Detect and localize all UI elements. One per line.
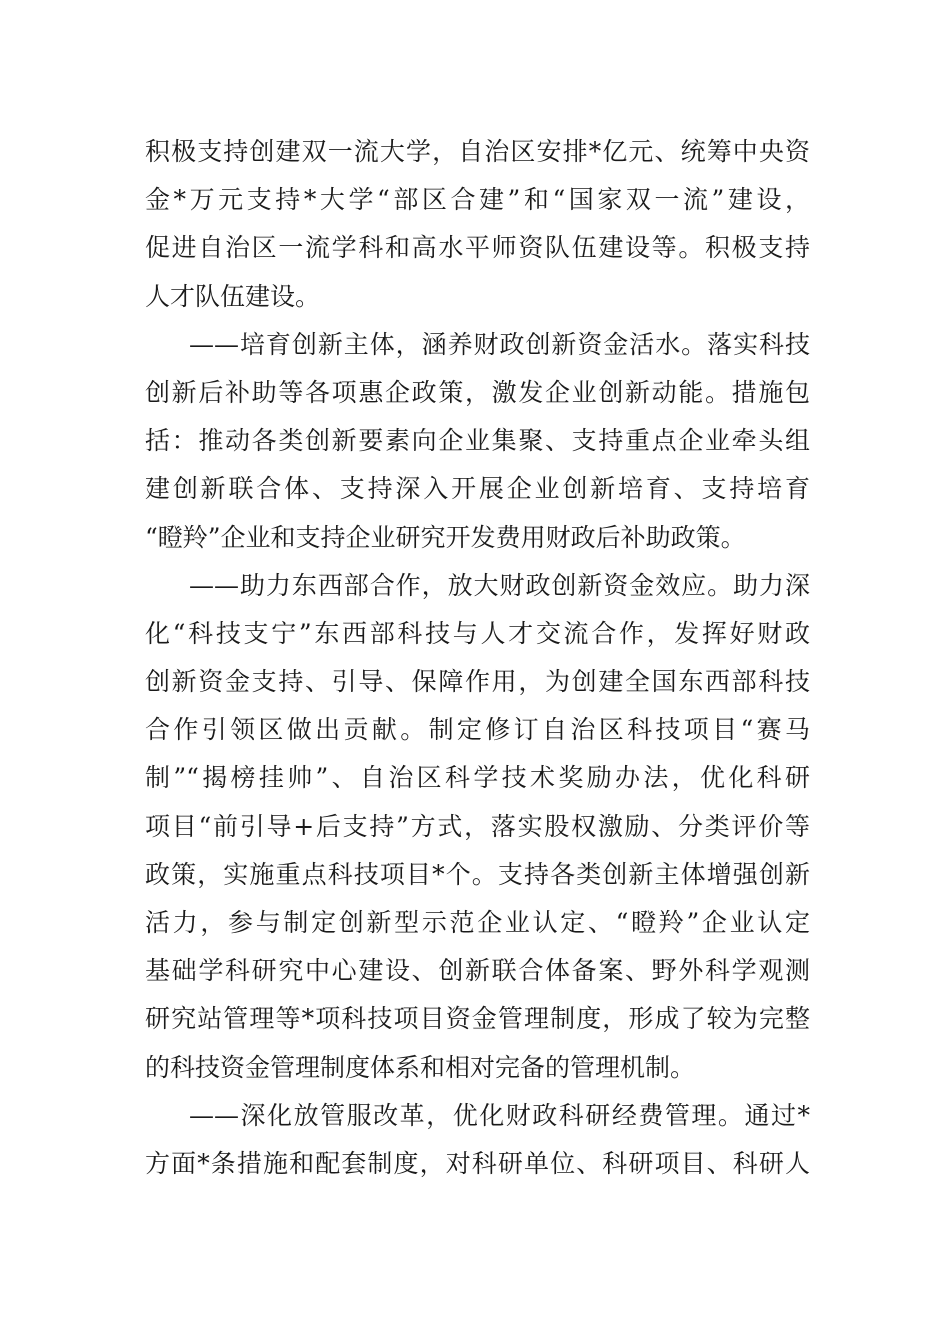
text-line: 化“科技支宁”东西部科技与人才交流合作，发挥好财政 [145,618,810,648]
paragraph-heading-line: ——深化放管服改革，优化财政科研经费管理。通过* [189,1100,810,1130]
text-line: “瞪羚”企业和支持企业研究开发费用财政后补助政策。 [145,522,746,552]
text-line: 金*万元支持*大学“部区合建”和“国家双一流”建设， [145,185,810,215]
text-line: 政策，实施重点科技项目*个。支持各类创新主体增强创新 [145,859,810,889]
text-line: 合作引领区做出贡献。制定修订自治区科技项目“赛马 [145,715,810,745]
text-line: 方面*条措施和配套制度，对科研单位、科研项目、科研人 [145,1148,810,1178]
text-line: 积极支持创建双一流大学，自治区安排*亿元、统筹中央资 [145,137,810,166]
text-line: 促进自治区一流学科和高水平师资队伍建设等。积极支持 [145,233,810,263]
text-line: 项目“前引导+后支持”方式，落实股权激励、分类评价等 [145,811,810,841]
paragraph-heading-line: ——培育创新主体，涵养财政创新资金活水。落实科技 [189,329,810,359]
text-line: 创新后补助等各项惠企政策，激发企业创新动能。措施包 [145,377,810,407]
text-line: 的科技资金管理制度体系和相对完备的管理机制。 [145,1052,696,1082]
text-line: 活力，参与制定创新型示范企业认定、“瞪羚”企业认定 [145,908,810,937]
document-body [145,128,810,1188]
text-line: 创新资金支持、引导、保障作用，为创建全国东西部科技 [145,667,810,697]
text-line: 建创新联合体、支持深入开展企业创新培育、支持培育 [145,474,810,504]
text-line: 人才队伍建设。 [145,281,321,311]
text-line: 基础学科研究中心建设、创新联合体备案、野外科学观测 [145,956,810,986]
text-line: 研究站管理等*项科技项目资金管理制度，形成了较为完整 [145,1004,810,1034]
text-line: 括：推动各类创新要素向企业集聚、支持重点企业牵头组 [145,426,810,456]
paragraph-heading-line: ——助力东西部合作，放大财政创新资金效应。助力深 [189,570,810,600]
text-line: 制”“揭榜挂帅”、自治区科学技术奖励办法，优化科研 [145,763,810,793]
